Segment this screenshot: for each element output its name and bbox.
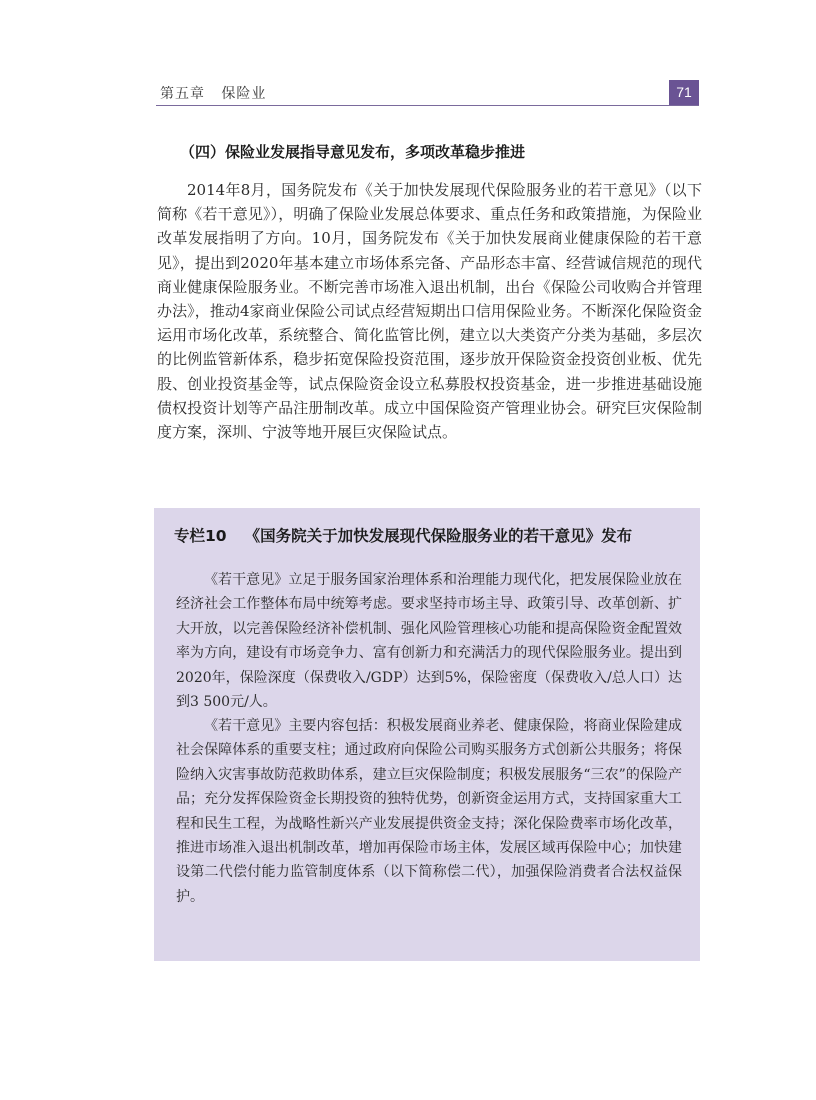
sidebar-box [154,508,700,961]
sidebar-title [174,524,632,546]
body-paragraph: 2014年8月，国务院发布《关于加快发展现代保险服务业的若干意见》（以下简称《若干意见》），明确了保险业发展总体要求、重点任务和政策措施，为保险业改革发展指明了方向。10月，国务院发布《关于加快发展商业健康保险的若干意见》，提出到2020年基本建立市场体系完备、产品形态丰富、经营诚信规范的现代商业健康保险服务业。不断完善市场准入退出机制，出台《保险公司收购合并管理办法》，推动4家商业保险公司试点经营短期出口信用保险业务。不断深化保险资金运用市场化改革，系统整合、简化监管比例，建立以大类资产分类为基础，多层次的比例监管新体系，稳步拓宽保险投资范围，逐步放开保险资金投资创业板、优先股、创业投资基金等，试点保险资金设立私募股权投资基金，进一步推进基础设施债权投资计划等产品注册制改革。成立中国保险资产管理业协会。研究巨灾保险制度方案，深圳、宁波等地开展巨灾保险试点。 [157,181,702,442]
running-header [156,80,699,107]
sidebar-paragraph: 《若干意见》立足于服务国家治理体系和治理能力现代化，把发展保险业放在经济社会工作整体布局中统筹考虑。要求坚持市场主导、政策引导、改革创新、扩大开放，以完善保险经济补偿机制、强化风险管理核心功能和提高保险资金配置效率为方向，建设有市场竞争力、富有创新力和充满活力的现代保险服务业。提出到2020年，保险深度（保费收入/GDP）达到5%，保险密度（保费收入/总人口）达到3 500元/人。 [176,572,682,711]
section-heading: （四）保险业发展指导意见发布，多项改革稳步推进 [180,143,526,161]
page-number-badge: 71 [669,80,699,105]
sidebar-number: 专栏10 [174,527,227,545]
chapter-title: 第五章 保险业 [160,86,267,102]
sidebar-title-text: 《国务院关于加快发展现代保险服务业的若干意见》发布 [244,527,633,545]
sidebar-paragraph: 《若干意见》主要内容包括：积极发展商业养老、健康保险，将商业保险建成社会保障体系的重要支柱；通过政府向保险公司购买服务方式创新公共服务；将保险纳入灾害事故防范救助体系，建立巨灾保险制度；积极发展服务“三农”的保险产品；充分发挥保险资金长期投资的独特优势，创新资金运用方式，支持国家重大工程和民生工程，为战略性新兴产业发展提供资金支持；深化保险费率市场化改革，推进市场准入退出机制改革，增加再保险市场主体，发展区域再保险中心；加快建设第二代偿付能力监管制度体系（以下简称偿二代），加强保险消费者合法权益保护。 [176,718,682,905]
header-divider [156,105,699,106]
